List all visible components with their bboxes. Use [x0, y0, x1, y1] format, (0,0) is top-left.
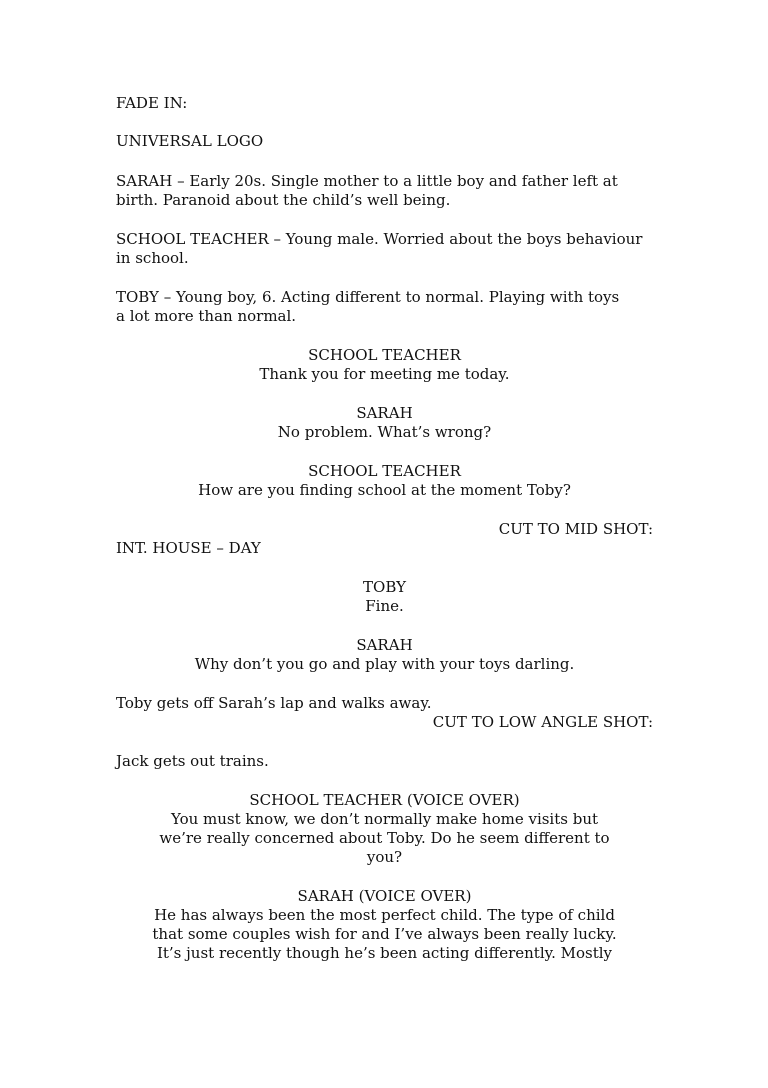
dialogue-line: that some couples wish for and I’ve always been really lucky.	[152, 925, 617, 943]
character-cue-sarah: SARAH	[356, 636, 413, 654]
dialogue-line: Thank you for meeting me today.	[259, 365, 510, 383]
character-description-sarah-line-2: birth. Paranoid about the child’s well being.	[116, 191, 451, 209]
dialogue-line: Fine.	[365, 597, 404, 615]
character-cue-school-teacher: SCHOOL TEACHER	[308, 462, 461, 480]
character-cue-sarah: SARAH	[356, 404, 413, 422]
scene-heading: INT. HOUSE – DAY	[116, 539, 261, 557]
action-universal-logo: UNIVERSAL LOGO	[116, 132, 264, 150]
transition-cut-to-mid-shot: CUT TO MID SHOT:	[498, 520, 653, 538]
character-cue-school-teacher: SCHOOL TEACHER	[308, 346, 461, 364]
dialogue-line: we’re really concerned about Toby. Do he seem different to	[159, 829, 610, 847]
character-cue-school-teacher-voice-over: SCHOOL TEACHER (VOICE OVER)	[249, 791, 520, 809]
character-description-toby-line-1: TOBY – Young boy, 6. Acting different to normal. Playing with toys	[116, 288, 620, 306]
dialogue-line: You must know, we don’t normally make home visits but	[170, 810, 599, 828]
character-description-toby-line-2: a lot more than normal.	[116, 307, 297, 325]
dialogue-line: Why don’t you go and play with your toys darling.	[194, 655, 575, 673]
dialogue-line: He has always been the most perfect child. The type of child	[154, 906, 615, 924]
dialogue-line: No problem. What’s wrong?	[277, 423, 492, 441]
transition-fade-in: FADE IN:	[116, 94, 188, 112]
transition-cut-to-low-angle-shot: CUT TO LOW ANGLE SHOT:	[432, 713, 653, 731]
action-line: Toby gets off Sarah’s lap and walks away.	[116, 694, 432, 712]
character-description-sarah-line-1: SARAH – Early 20s. Single mother to a little boy and father left at	[116, 172, 618, 190]
action-line: Jack gets out trains.	[116, 752, 269, 770]
dialogue-line: It’s just recently though he’s been acting differently. Mostly	[156, 944, 613, 962]
character-description-teacher-line-2: in school.	[116, 249, 189, 267]
dialogue-line: How are you finding school at the moment Toby?	[198, 481, 571, 499]
character-cue-sarah-voice-over: SARAH (VOICE OVER)	[297, 887, 472, 905]
character-cue-toby: TOBY	[363, 578, 406, 596]
dialogue-line: you?	[366, 848, 403, 866]
character-description-teacher-line-1: SCHOOL TEACHER – Young male. Worried about the boys behaviour	[116, 230, 643, 248]
